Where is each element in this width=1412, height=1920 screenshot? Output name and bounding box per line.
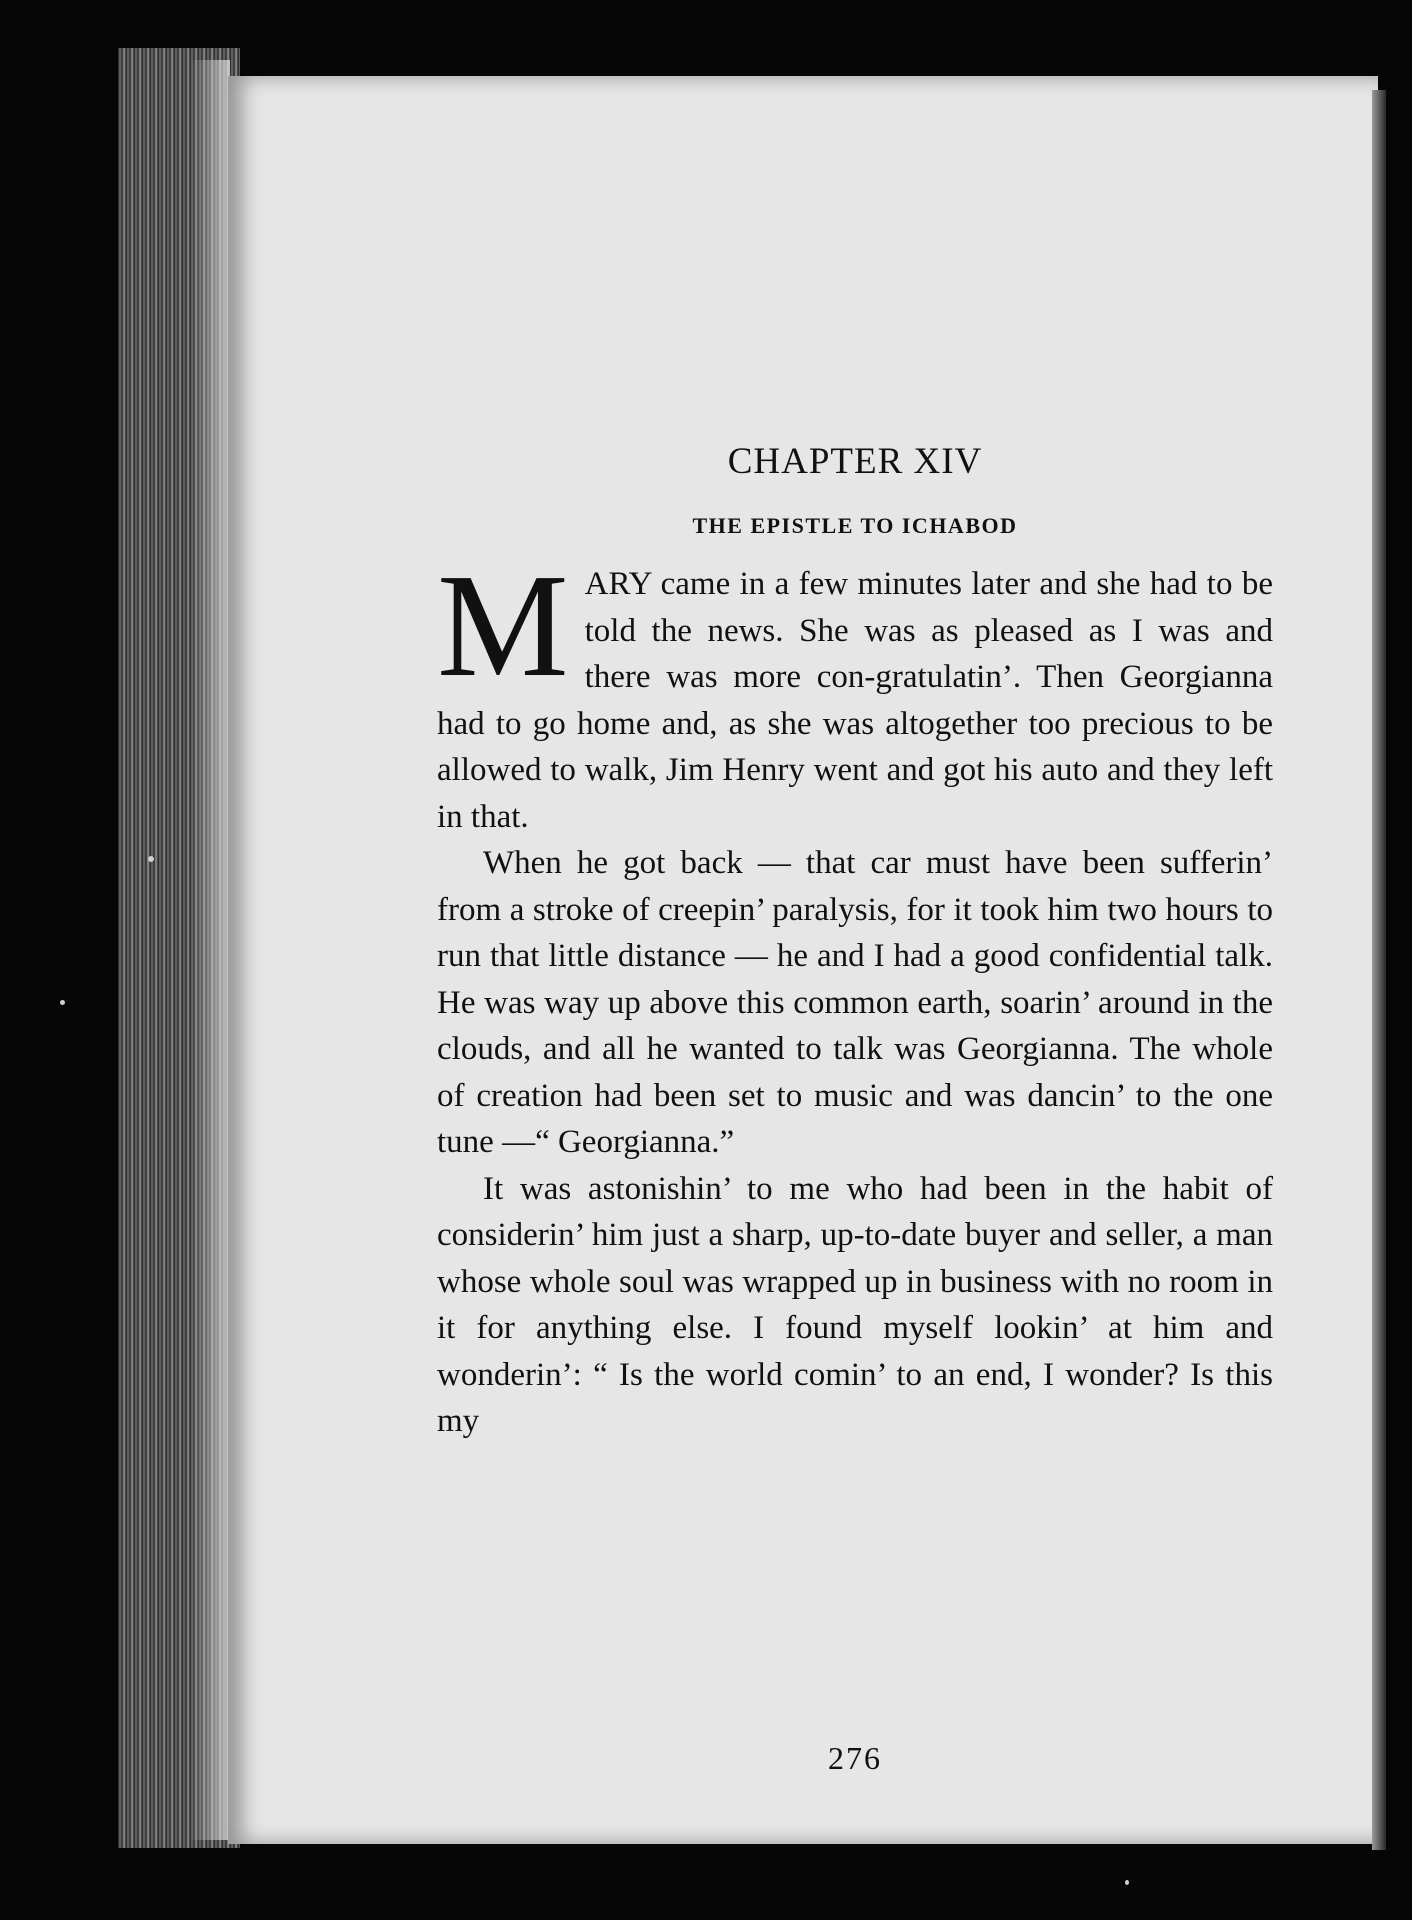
dust-speck — [60, 1000, 65, 1005]
paragraph-1-text: ARY came in a few minutes later and she had to be told the news. She was as pleased as I was and there was more con-gratulatin’. Then Georgianna had to go home and, as she was altogether too precious to be allowed to walk, Jim Henry went and got his auto and they left in that. — [437, 566, 1273, 835]
page-number: 276 — [828, 1740, 882, 1776]
text-block — [437, 440, 1273, 1776]
paragraph-3: It was astonishin’ to me who had been in the habit of considerin’ him just a sharp, up-to-date buyer and seller, a man whose whole soul was wrapped up in business with no room in it for anything else. I found myself lookin’ at him and wonderin’: “ Is the world comin’ to an end, I wonder? Is this my — [437, 1170, 1273, 1439]
chapter-subtitle: THE EPISTLE TO ICHABOD — [692, 513, 1018, 538]
page-right-edge — [1372, 90, 1386, 1850]
dust-speck — [148, 856, 154, 862]
paragraph-1 — [437, 544, 1273, 840]
drop-cap: M — [437, 544, 569, 708]
chapter-title: CHAPTER XIV — [727, 441, 983, 482]
paragraph-2: When he got back — that car must have been sufferin’ from a stroke of creepin’ paralysis, for it took him two hours to run that little distance — he and I had a good confidential talk. He was way up above this common earth, soarin’ around in the clouds, and all he wanted to talk was Georgianna. The whole of creation had been set to music and was dancin’ to the one tune —“ Georgianna.” — [437, 845, 1273, 1160]
dust-speck — [1125, 1880, 1129, 1885]
page-gutter-shadow — [190, 60, 230, 1840]
